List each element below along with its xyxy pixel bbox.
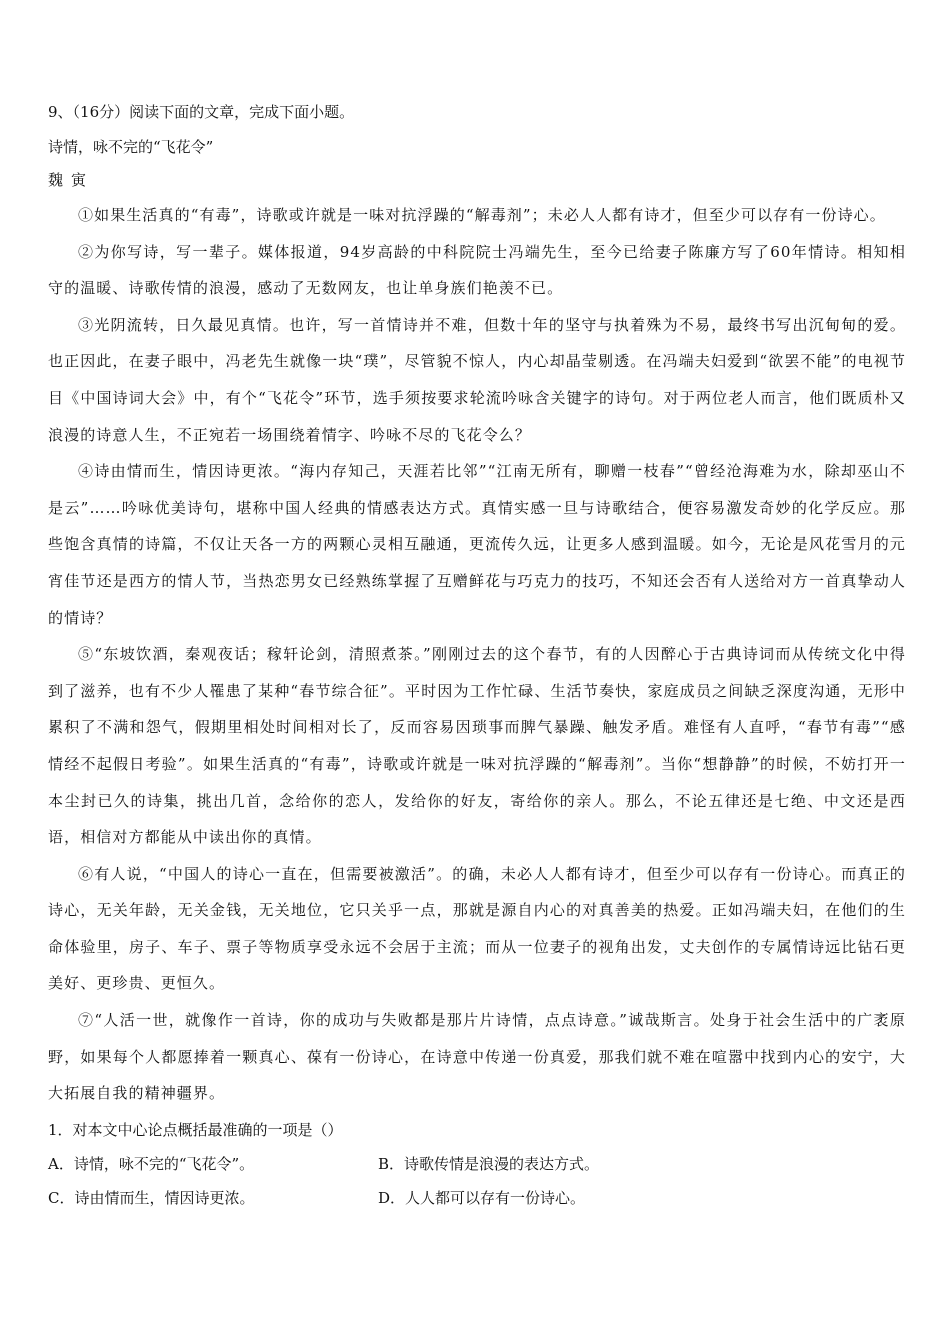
paragraph-1: ①如果生活真的“有毒”，诗歌或许就是一味对抗浮躁的“解毒剂”；未必人人都有诗才，但至少可以存有一份诗心。	[78, 206, 886, 224]
answer-options	[48, 1147, 906, 1215]
paragraph-7: ⑦“人活一世，就像作一首诗，你的成功与失败都是那片片诗情，点点诗意。”诚哉斯言。处身于社会生活中的广袤原野，如果每个人都愿捧着一颗真心、葆有一份诗心，在诗意中传递一份真爱，那我们就不难在喧嚣中找到内心的安宁，大大拓展自我的精神疆界。	[48, 1011, 906, 1103]
option-d[interactable]: D．人人都可以存有一份诗心。	[378, 1188, 586, 1207]
article-title: 诗情，咏不完的“飞花令”	[48, 138, 214, 156]
option-c[interactable]: C．诗由情而生，情因诗更浓。	[48, 1188, 255, 1207]
option-a[interactable]: A．诗情，咏不完的“飞花令”。	[48, 1154, 255, 1173]
paragraph-4: ④诗由情而生，情因诗更浓。“海内存知己，天涯若比邻”“江南无所有，聊赠一枝春”“曾经沧海难为水，除却巫山不是云”……吟咏优美诗句，堪称中国人经典的情感表达方式。真情实感一旦与诗歌结合，便容易激发奇妙的化学反应。那些饱含真情的诗篇，不仅让天各一方的两颗心灵相互融通，更流传久远，让更多人感到温暖。如今，无论是风花雪月的元宵佳节还是西方的情人节，当热恋男女已经熟练掌握了互赠鲜花与巧克力的技巧，不知还会否有人送给对方一首真挚动人的情诗？	[48, 462, 906, 627]
question-intro: 9、（16分）阅读下面的文章，完成下面小题。	[48, 103, 355, 121]
paragraph-2: ②为你写诗，写一辈子。媒体报道，94岁高龄的中科院院士冯端先生，至今已给妻子陈廉方写了60年情诗。相知相守的温暖、诗歌传情的浪漫，感动了无数网友，也让单身族们艳羡不已。	[48, 242, 906, 298]
paragraph-6: ⑥有人说，“中国人的诗心一直在，但需要被激活”。的确，未必人人都有诗才，但至少可以存有一份诗心。而真正的诗心，无关年龄，无关金钱，无关地位，它只关乎一点，那就是源自内心的对真善美的热爱。正如冯端夫妇，在他们的生命体验里，房子、车子、票子等物质享受永远不会居于主流；而从一位妻子的视角出发，丈夫创作的专属情诗远比钻石更美好、更珍贵、更恒久。	[48, 864, 906, 993]
article-author: 魏寅	[48, 171, 95, 189]
paragraph-5: ⑤“东坡饮酒，秦观夜话；稼轩论剑，清照煮茶。”刚刚过去的这个春节，有的人因醉心于古典诗词而从传统文化中得到了滋养，也有不少人罹患了某种“春节综合征”。平时因为工作忙碌、生活节奏快，家庭成员之间缺乏深度沟通，无形中累积了不满和怨气，假期里相处时间相对长了，反而容易因琐事而脾气暴躁、触发矛盾。难怪有人直呼，“春节有毒”“感情经不起假日考验”。如果生活真的“有毒”，诗歌或许就是一味对抗浮躁的“解毒剂”。当你“想静静”的时候，不妨打开一本尘封已久的诗集，挑出几首，念给你的恋人，发给你的好友，寄给你的亲人。那么，不论五律还是七绝、中文还是西语，相信对方都能从中读出你的真情。	[48, 645, 906, 847]
paragraph-3: ③光阴流转，日久最见真情。也许，写一首情诗并不难，但数十年的坚守与执着殊为不易，最终书写出沉甸甸的爱。也正因此，在妻子眼中，冯老先生就像一块“璞”，尽管貌不惊人，内心却晶莹剔透。在冯端夫妇爱到“欲罢不能”的电视节目《中国诗词大会》中，有个“飞花令”环节，选手须按要求轮流吟咏含关键字的诗句。对于两位老人而言，他们既质朴又浪漫的诗意人生，不正宛若一场围绕着情字、吟咏不尽的飞花令么？	[48, 315, 906, 444]
option-b[interactable]: B．诗歌传情是浪漫的表达方式。	[378, 1154, 600, 1173]
document-page	[48, 96, 906, 1215]
question-stem: 1．对本文中心论点概括最准确的一项是（）	[48, 1120, 343, 1139]
